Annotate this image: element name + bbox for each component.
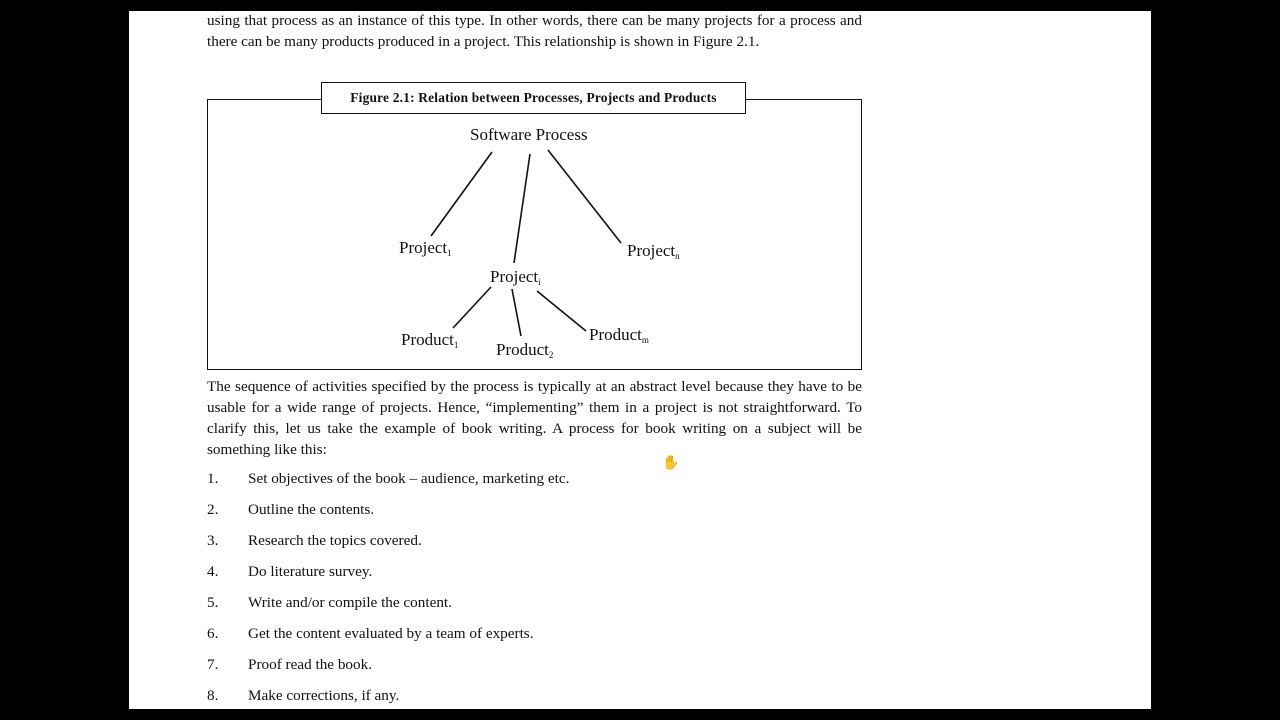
node-software-process: Software Process (470, 125, 588, 144)
list-item-text: Proof read the book. (248, 656, 372, 673)
node-label: Project (399, 238, 448, 257)
book-writing-steps-list (207, 469, 862, 709)
node-project-i (490, 267, 541, 292)
list-item-text: Research the topics covered. (248, 532, 422, 549)
list-item (207, 655, 862, 686)
node-subscript: m (641, 335, 649, 345)
node-product-1 (401, 330, 458, 355)
node-project-n (627, 241, 680, 266)
document-page (129, 11, 1151, 709)
list-item-text: Write and/or compile the content. (248, 594, 452, 611)
node-project-1 (399, 238, 452, 263)
list-item-number: 6. (207, 625, 219, 642)
list-item-text: Do literature survey. (248, 563, 373, 580)
list-item-number: 2. (207, 501, 219, 518)
list-item (207, 531, 862, 562)
node-product-m (589, 325, 649, 350)
list-item (207, 593, 862, 624)
hand-grab-cursor-icon: ✋ (662, 456, 680, 471)
list-item-number: 8. (207, 687, 219, 704)
list-item-text: Make corrections, if any. (248, 687, 400, 704)
list-item-number: 7. (207, 656, 219, 673)
intro-paragraph: using that process as an instance of this type. In other words, there can be many projects for a process and there can be many products produced in a project. This relationship is shown in Figure 2.1. (207, 12, 862, 50)
list-item-number: 4. (207, 563, 219, 580)
node-label: Project (490, 267, 539, 286)
node-subscript: 1 (447, 248, 452, 258)
node-label: Product (589, 325, 642, 344)
node-subscript: 2 (548, 350, 554, 360)
node-label: Product (496, 340, 549, 359)
list-item-number: 1. (207, 470, 219, 487)
node-subscript: 1 (453, 340, 459, 350)
list-item-text: Outline the contents. (248, 501, 375, 518)
node-product-2 (496, 340, 553, 365)
list-item-text: Set objectives of the book – audience, marketing etc. (248, 470, 570, 487)
node-label: Project (627, 241, 676, 260)
list-item-number: 5. (207, 594, 219, 611)
list-item (207, 686, 862, 709)
figure-caption: Figure 2.1: Relation between Processes, Projects and Products (321, 82, 746, 114)
list-item (207, 500, 862, 531)
node-subscript: i (538, 277, 541, 287)
body-paragraph: The sequence of activities specified by the process is typically at an abstract level because they have to be usable for a wide range of projects. Hence, “implementing” them in a project is not straightforward. To clarify this, let us take the example of book writing. A process for book writing on a subject will be something like this: (207, 378, 862, 458)
list-item-text: Get the content evaluated by a team of experts. (248, 625, 534, 642)
list-item (207, 562, 862, 593)
node-subscript: n (675, 251, 680, 261)
list-item (207, 469, 862, 500)
node-label: Product (401, 330, 454, 349)
list-item (207, 624, 862, 655)
list-item-number: 3. (207, 532, 219, 549)
